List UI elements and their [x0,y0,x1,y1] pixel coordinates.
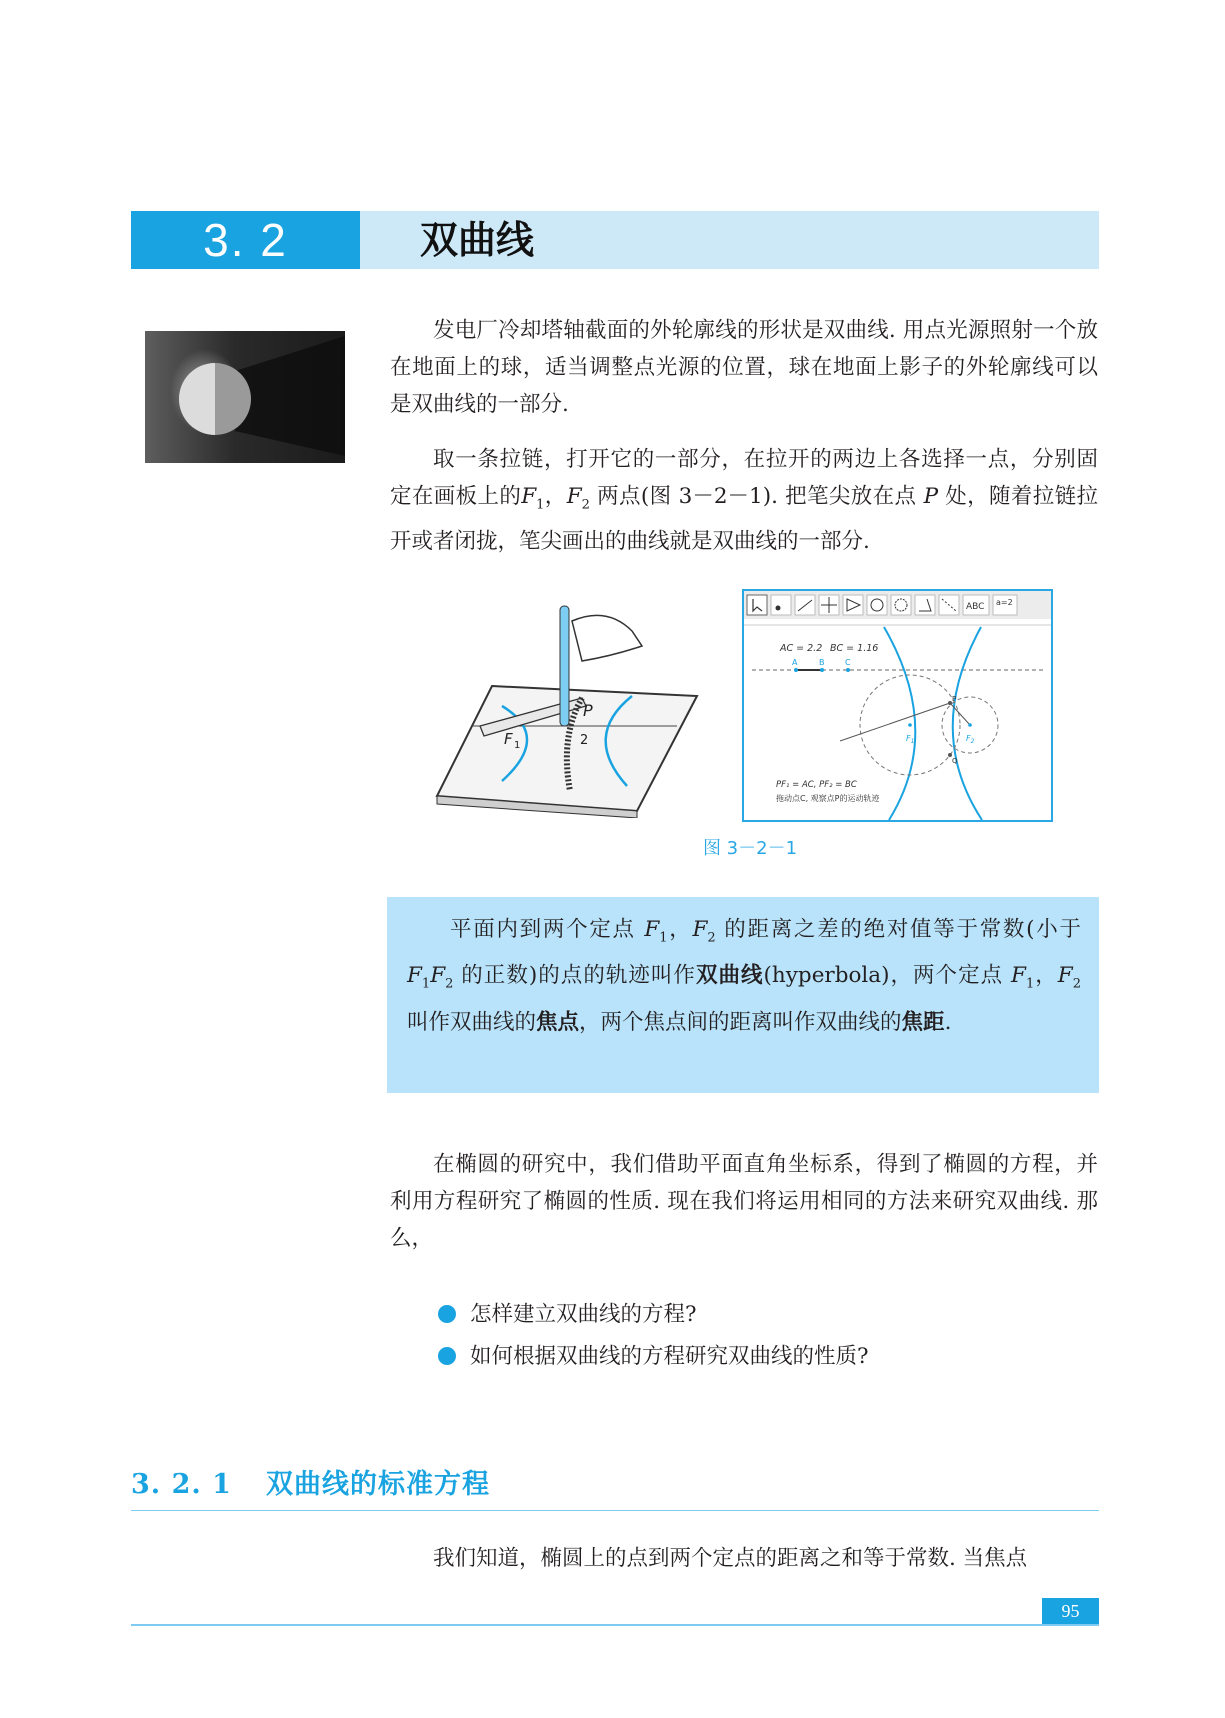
readout-ac: AC = 2.2 [780,643,823,654]
study-paragraph: 在椭圆的研究中，我们借助平面直角坐标系，得到了椭圆的方程，并利用方程研究了椭圆的性质. 现在我们将运用相同的方法来研究双曲线. 那么， [390,1152,1098,1251]
conic-tool-icon[interactable] [891,595,911,615]
focus2-label: $F_2$ [966,734,975,745]
svg-text:ABC: ABC [966,602,985,612]
svg-text:a=2: a=2 [996,598,1013,607]
bullet-dot-icon [438,1347,456,1365]
question-item: 怎样建立双曲线的方程? [438,1300,697,1330]
section-number: 3. 2 [131,211,360,269]
fig-label-f2: 2 [580,733,589,748]
point-a-label: A [792,658,798,667]
move-tool-icon[interactable] [747,595,767,615]
page-number: 95 [1042,1598,1099,1624]
instruction-text: 拖动点C, 观察点P的运动轨迹 [776,794,880,803]
figure-caption: 图 3－2－1 [702,838,798,859]
intro-paragraph-1: 发电厂冷却塔轴截面的外轮廓线的形状是双曲线. 用点光源照射一个放在地面上的球，适当调整点光源的位置，球在地面上影子的外轮廓线可以是双曲线的一部分. [390,318,1098,417]
definition-text: 平面内到两个定点 $F_1$，$F_2$ 的距离之差的绝对值等于常数(小于 $F_1F_2$ 的正数)的点的轨迹叫作双曲线(hyperbola)，两个定点 $F_1$，$F_2$ 叫作双曲线的焦点，两个焦点间的距离叫作双曲线的焦距. [407,917,1081,1035]
focus1-label: $F_1$ [906,734,915,745]
circle-tool-icon[interactable] [867,595,887,615]
angle-tool-icon[interactable] [915,595,935,615]
geogebra-toolbar [747,595,1017,615]
point-p-label: P [952,695,957,703]
closing-paragraph: 我们知道，椭圆上的点到两个定点的距离之和等于常数. 当焦点 [433,1546,1028,1571]
bullet-dot-icon [438,1305,456,1323]
relation-text: PF₁ = AC, PF₂ = BC [776,780,857,790]
zipper-board-illustration [432,586,702,818]
question-item: 如何根据双曲线的方程研究双曲线的性质? [438,1342,869,1372]
readout-bc: BC = 1.16 [830,643,879,654]
term-focus: 焦点 [536,1009,580,1035]
fig-label-p: P [583,701,593,720]
footer-rule [131,1624,1099,1626]
geogebra-figure [742,589,1053,822]
point-tool-icon[interactable] [771,595,791,615]
definition-box [387,897,1099,1093]
section-title: 双曲线 [420,218,535,262]
point-c-label: C [845,658,851,667]
fig-label-f1-sub: 1 [514,740,521,751]
subsection-heading: 3. 2. 1 双曲线的标准方程 [131,1469,490,1500]
point-b-label: B [819,658,825,667]
fig-label-f1: F [504,730,513,748]
intro-paragraph-2: 取一条拉链，打开它的一部分，在拉开的两边上各选择一点，分别固定在画板上的$F_1$，$F_2$ 两点(图 3－2－1). 把笔尖放在点 P 处，随着拉链拉开或者闭拢，笔尖画出的曲线就是双曲线的一部分. [390,447,1098,555]
point-q-label: Q [952,757,958,765]
subsection-rule [131,1510,1099,1511]
term-hyperbola: 双曲线 [695,963,764,989]
term-focal-distance: 焦距 [901,1009,945,1035]
ball-shadow-photo [145,331,345,463]
